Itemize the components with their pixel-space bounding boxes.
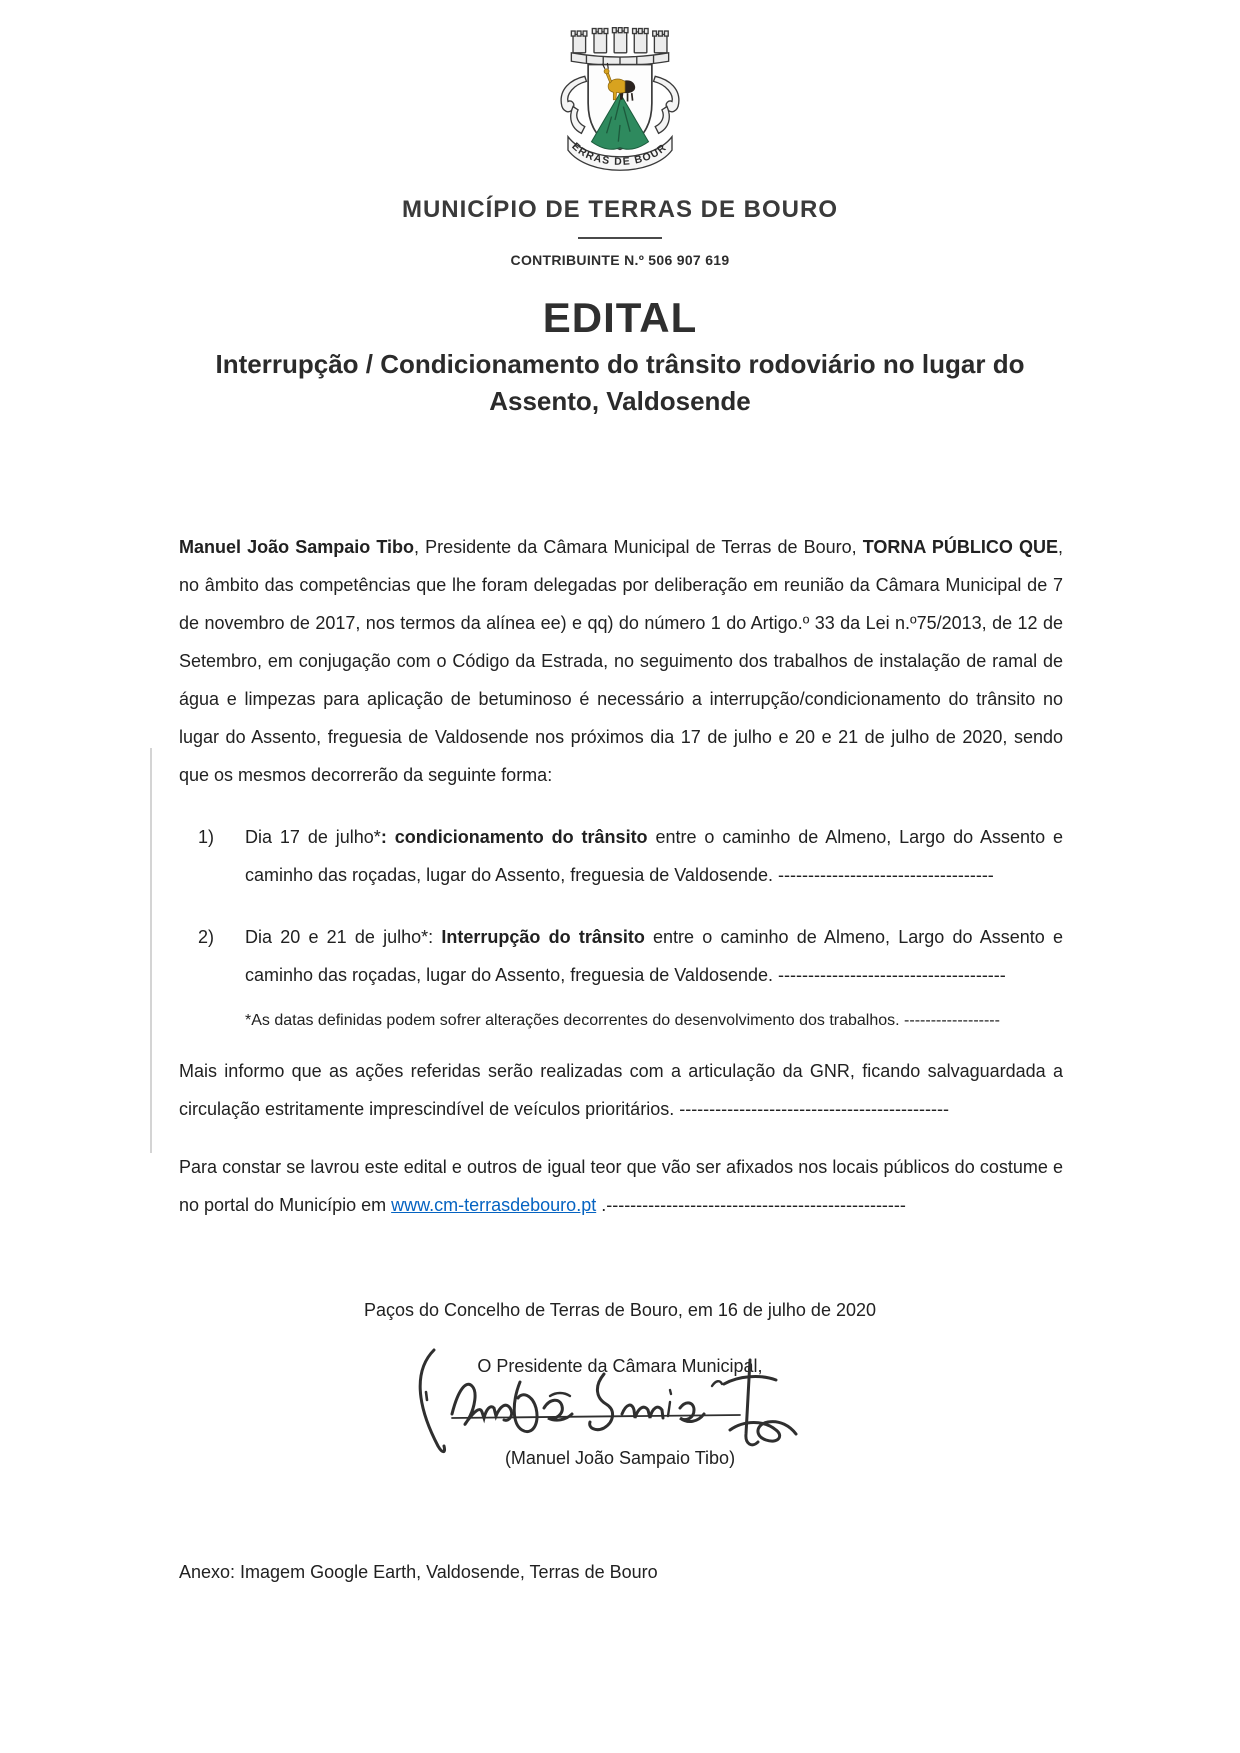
list-number: 2) bbox=[198, 927, 215, 947]
body-text: Para constar se lavrou este edital e outros de igual teor que vão ser afixados nos locais públicos do costume e no portal do Município em bbox=[179, 1157, 1063, 1215]
municipality-portal-link[interactable]: www.cm-terrasdebouro.pt bbox=[391, 1195, 597, 1215]
municipal-coat-of-arms bbox=[531, 18, 704, 182]
scan-artifact-line bbox=[150, 748, 152, 1153]
taxpayer-number: CONTRIBUINTE N.º 506 907 619 bbox=[510, 252, 730, 268]
document-title: EDITAL bbox=[542, 294, 698, 341]
handwritten-signature bbox=[408, 1346, 804, 1462]
body-text: entre o caminho de Almeno, Largo do Assento e caminho das roçadas, lugar do Assento, freguesia de Valdosende. ------------------------------------ bbox=[245, 827, 1063, 885]
list-item-1 bbox=[179, 818, 1063, 894]
list-item-text bbox=[245, 918, 1063, 994]
banner-text: TERRAS DE BOURO bbox=[531, 18, 670, 168]
annex-note: Anexo: Imagem Google Earth, Valdosende, Terras de Bouro bbox=[179, 1562, 658, 1582]
list-number: 1) bbox=[198, 827, 215, 847]
gnr-paragraph: Mais informo que as ações referidas serão realizadas com a articulação da GNR, ficando salvaguardada a circulação estritamente imprescindível de veículos prioritários. --------------------------------------------- bbox=[179, 1061, 1063, 1119]
bold-text: Manuel João Sampaio Tibo bbox=[179, 537, 414, 557]
signer-title: O Presidente da Câmara Municipal, bbox=[477, 1356, 763, 1376]
dates-footnote: *As datas definidas podem sofrer alterações decorrentes do desenvolvimento dos trabalhos. ------------------ bbox=[245, 1012, 1000, 1029]
coat-of-arms-graphic bbox=[531, 18, 704, 182]
body-text: entre o caminho de Almeno, Largo do Assento e caminho das roçadas, lugar do Assento, freguesia de Valdosende. -------------------------------------- bbox=[245, 927, 1063, 985]
body-text: , no âmbito das competências que lhe foram delegadas por deliberação em reunião da Câmara Municipal de 7 de novembro de 2017, nos termos da alínea ee) e qq) do número 1 do Artigo.º 33 da Lei n.º75/2013, de 12 de Setembro, em conjugação com o Código da Estrada, no seguimento dos trabalhos de instalação de ramal de água e limpezas para aplicação de betuminoso é necessário a interrupção/condicionamento do trânsito no lugar do Assento, freguesia de Valdosende nos próximos dia 17 de julho e 20 e 21 de julho de 2020, sendo que os mesmos decorrerão da seguinte forma: bbox=[179, 537, 1063, 785]
mural-crown-icon bbox=[571, 28, 668, 66]
body-text: .-------------------------------------------------- bbox=[596, 1195, 906, 1215]
intro-paragraph bbox=[179, 528, 1063, 794]
bold-text: : condicionamento do trânsito bbox=[380, 827, 648, 847]
document-subtitle: Interrupção / Condicionamento do trânsito rodoviário no lugar do Assento, Valdosende bbox=[215, 349, 1025, 416]
body-text: Dia 20 e 21 de julho*: bbox=[245, 927, 442, 947]
document-body bbox=[179, 528, 1063, 1240]
signer-name: (Manuel João Sampaio Tibo) bbox=[504, 1448, 736, 1468]
body-text: , Presidente da Câmara Municipal de Terras de Bouro, bbox=[414, 537, 863, 557]
list-item-text bbox=[245, 818, 1063, 894]
place-date-line: Paços do Concelho de Terras de Bouro, em 16 de julho de 2020 bbox=[363, 1300, 876, 1320]
bold-text: TORNA PÚBLICO QUE bbox=[862, 537, 1058, 557]
bold-text: Interrupção do trânsito bbox=[441, 927, 645, 947]
publication-paragraph bbox=[179, 1148, 1063, 1224]
municipality-name: MUNICÍPIO DE TERRAS DE BOURO bbox=[401, 196, 839, 223]
header-divider bbox=[578, 237, 662, 239]
list-item-2 bbox=[179, 918, 1063, 994]
body-text: Dia 17 de julho* bbox=[245, 827, 381, 847]
